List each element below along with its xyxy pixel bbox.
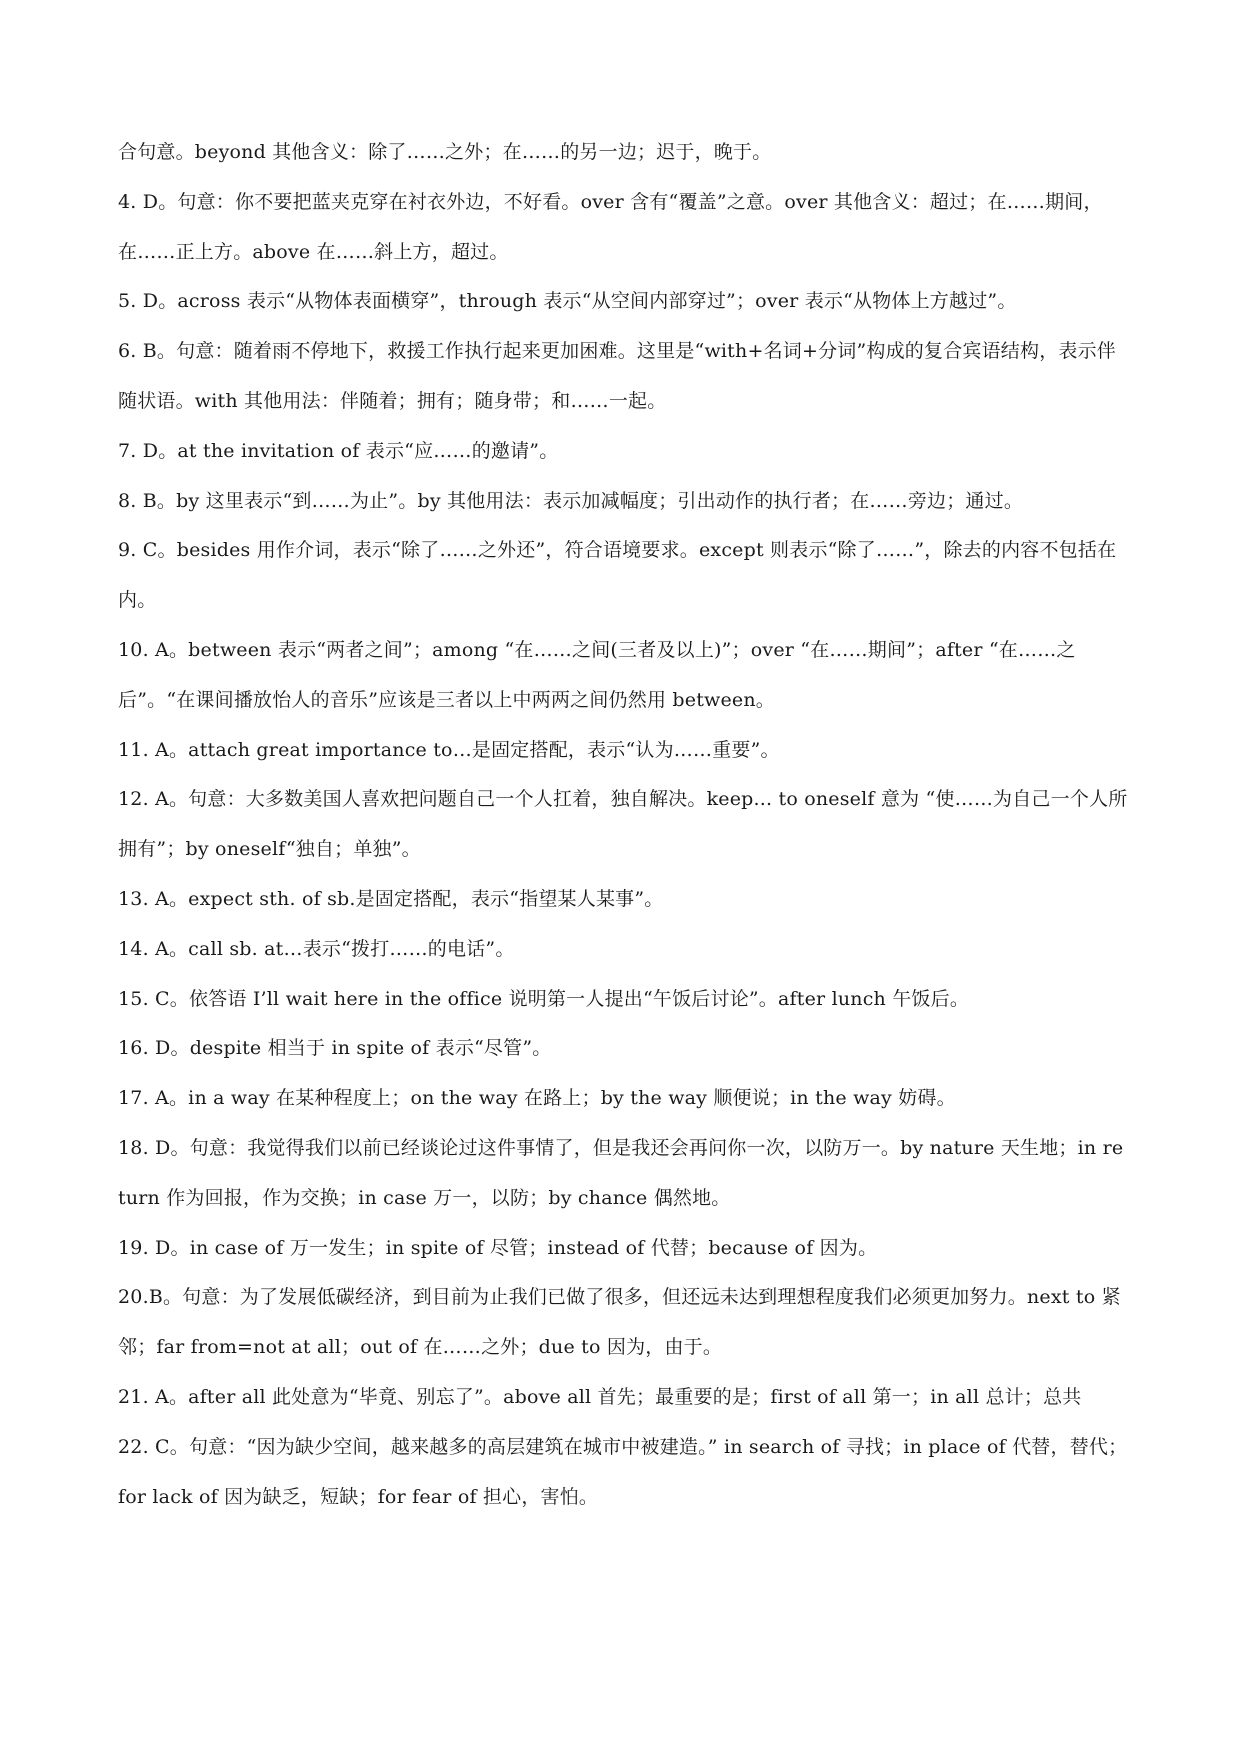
answer-18: 18. D。句意：我觉得我们以前已经谈论过这件事情了，但是我还会再问你一次，以防万一。by nature 天生地；in return 作为回报，作为交换；in case 万一，以防；by chance 偶然地。 (118, 1136, 1124, 1209)
answer-6: 6. B。句意：随着雨不停地下，救援工作执行起来更加困难。这里是“with+名词+分词”构成的复合宾语结构，表示伴随状语。with 其他用法：伴随着；拥有；随身带；和……一起。 (118, 340, 1117, 412)
answer-20: 20.B。句意：为了发展低碳经济，到目前为止我们已做了很多，但还远未达到理想程度我们必须更加努力。next to 紧邻；far from=not at all；out of 在……之外；due to 因为，由于。 (118, 1286, 1121, 1359)
answer-22: 22. C。句意：“因为缺少空间，越来越多的高层建筑在城市中被建造。” in search of 寻找；in place of 代替，替代；for lack of 因为缺乏，短缺；for fear of 担心，害怕。 (118, 1435, 1128, 1508)
answer-12: 12. A。句意：大多数美国人喜欢把问题自己一个人扛着，独自解决。keep... to oneself 意为 “使……为自己一个人所拥有”；by oneself“独自；单独”。 (118, 788, 1128, 861)
answer-19: 19. D。in case of 万一发生；in spite of 尽管；instead of 代替；because of 因为。 (118, 1236, 878, 1259)
answer-13: 13. A。expect sth. of sb.是固定搭配，表示“指望某人某事”。 (118, 887, 664, 910)
answer-16: 16. D。despite 相当于 in spite of 表示“尽管”。 (118, 1037, 552, 1060)
answer-11: 11. A。attach great importance to…是固定搭配，表示“认为……重要”。 (118, 738, 780, 761)
answer-4: 4. D。句意：你不要把蓝夹克穿在衬衣外边，不好看。over 含有“覆盖”之意。over 其他含义：超过；在……期间，在……正上方。above 在……斜上方，超过。 (118, 190, 1103, 263)
answer-15: 15. C。依答语 I’ll wait here in the office 说明第一人提出“午饭后讨论”。after lunch 午饭后。 (118, 987, 970, 1010)
answer-5: 5. D。across 表示“从物体表面横穿”，through 表示“从空间内部穿过”；over 表示“从物体上方越过”。 (118, 290, 1017, 313)
answer-14: 14. A。call sb. at…表示“拨打……的电话”。 (118, 937, 515, 960)
answer-17: 17. A。in a way 在某种程度上；on the way 在路上；by the way 顺便说；in the way 妨碍。 (118, 1087, 956, 1110)
answer-explanations (118, 128, 1128, 1522)
answer-21: 21. A。after all 此处意为“毕竟、别忘了”。above all 首先；最重要的是；first of all 第一；in all 总计；总共 (118, 1385, 1082, 1408)
answer-7: 7. D。at the invitation of 表示“应……的邀请”。 (118, 439, 559, 462)
paragraph-beyond-continuation: 合句意。beyond 其他含义：除了……之外；在……的另一边；迟于，晚于。 (118, 141, 772, 163)
answer-8: 8. B。by 这里表示“到……为止”。by 其他用法：表示加减幅度；引出动作的执行者；在……旁边；通过。 (118, 489, 1024, 512)
answer-10: 10. A。between 表示“两者之间”；among “在……之间(三者及以上)”；over “在……期间”；after “在……之后”。“在课间播放怡人的音乐”应该是三者以上中两两之间仍然用 between。 (118, 638, 1076, 711)
answer-9: 9. C。besides 用作介词，表示“除了……之外还”，符合语境要求。except 则表示“除了……”，除去的内容不包括在内。 (118, 539, 1117, 612)
